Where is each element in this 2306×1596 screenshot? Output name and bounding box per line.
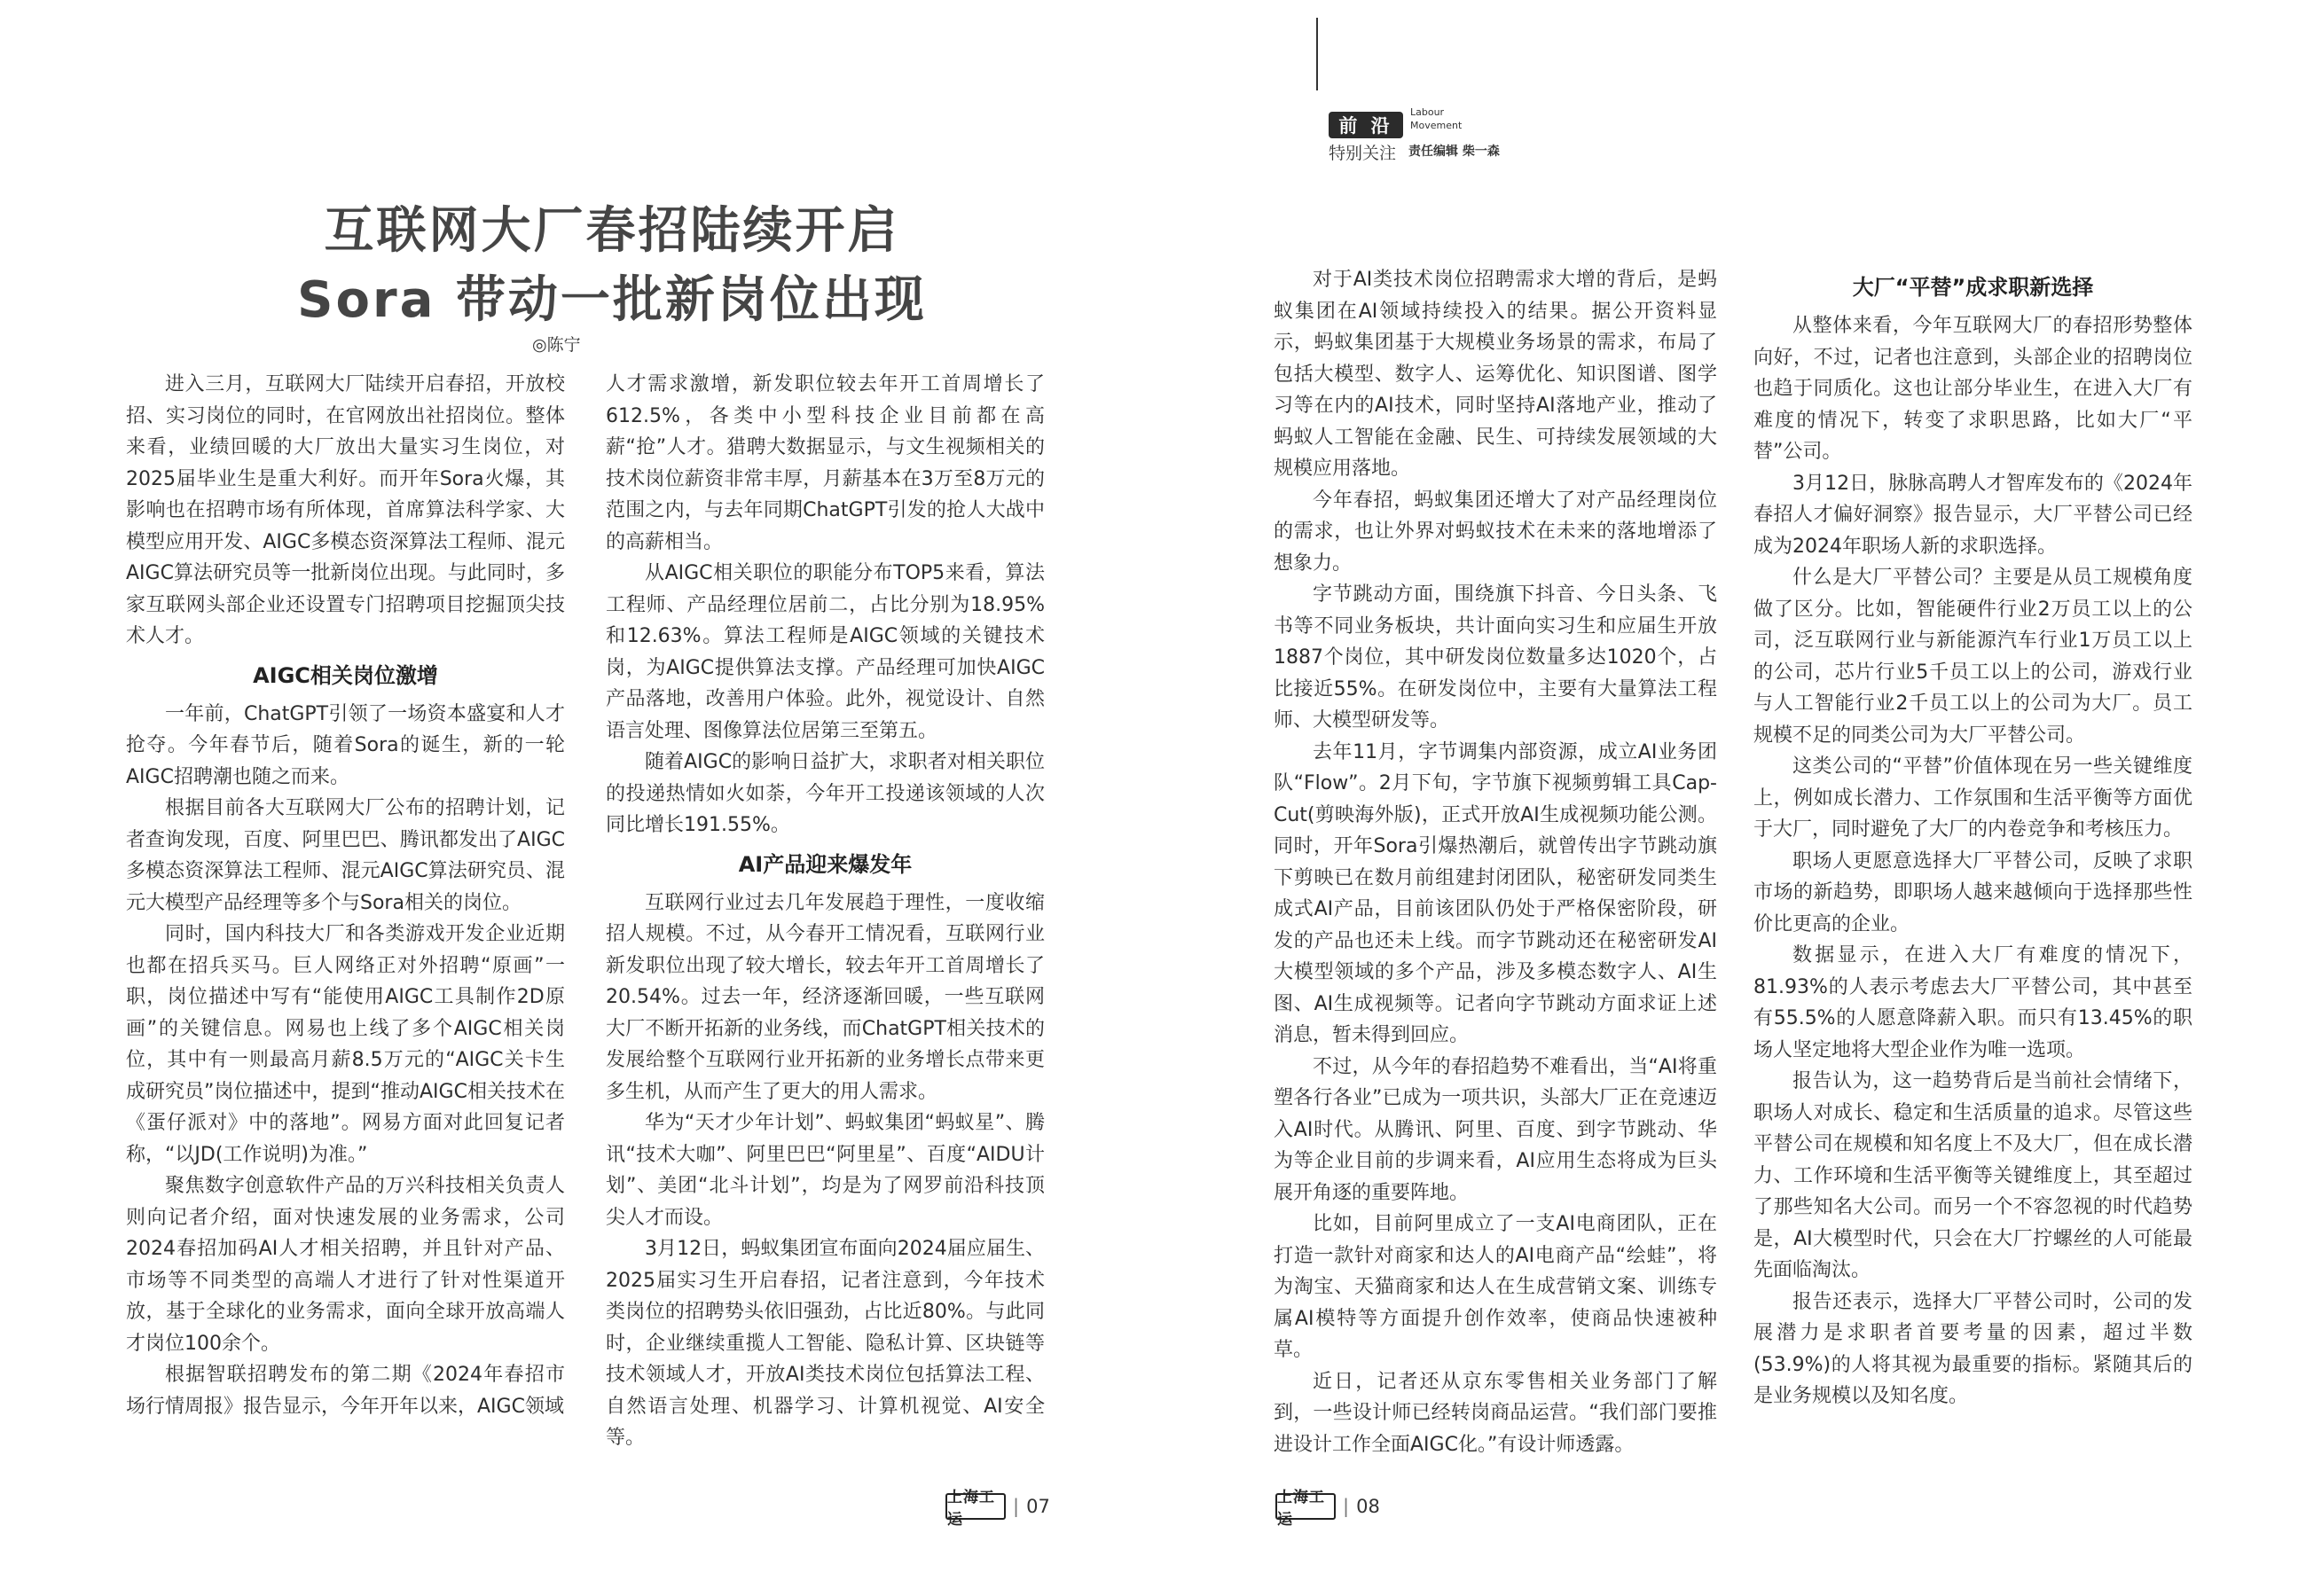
paragraph: 今年春招，蚂蚁集团还增大了对产品经理岗位的需求，也让外界对蚂蚁技术在未来的落地增添了想象力。 bbox=[1274, 489, 1717, 575]
paragraph: 一年前，ChatGPT引领了一场资本盛宴和人才抢夺。今年春节后，随着Sora的诞生，新的一轮AIGC招聘潮也随之而来。 bbox=[126, 702, 565, 788]
paragraph: 数据显示，在进入大厂有难度的情况下，81.93%的人表示考虑去大厂平替公司，其中甚至有55.5%的人愿意降薪入职。而只有13.45%的职场人坚定地将大型企业作为唯一选项。 bbox=[1753, 944, 2192, 1061]
section-english-1: Labour bbox=[1410, 106, 1445, 118]
paragraph: 同时，国内科技大厂和各类游戏开发企业近期也都在招兵买马。巨人网络正对外招聘“原画”一职，岗位描述中写有“能使用AIGC工具制作2D原画”的关键信息。网易也上线了多个AIGC相关岗位，其中有一则最高月薪8.5万元的“AIGC关卡生成研究员”岗位描述中，提到“推动AIGC相关技术在《蛋仔派对》中的落地”。网易方面对此回复记者称，“以JD(工作说明)为准。” bbox=[126, 923, 565, 1166]
paragraph: 职场人更愿意选择大厂平替公司，反映了求职市场的新趋势，即职场人越来越倾向于选择那些性价比更高的企业。 bbox=[1753, 849, 2192, 935]
paragraph: 聚焦数字创意软件产品的万兴科技相关负责人则向记者介绍，面对快速发展的业务需求，公司2024春招加码AI人才相关招聘，并且针对产品、市场等不同类型的高端人才进行了针对性渠道开放，基于全球化的业务需求，面向全球开放高端人才岗位100余个。 bbox=[126, 1175, 565, 1355]
article-title bbox=[257, 197, 967, 335]
article-column-4 bbox=[1753, 264, 2192, 1412]
section-heading: 大厂“平替”成求职新选择 bbox=[1852, 275, 2094, 300]
section-name: 特别关注 bbox=[1329, 144, 1397, 163]
page-footer bbox=[1275, 1489, 1380, 1529]
magazine-logo: 上海工运 bbox=[945, 1493, 1006, 1520]
paragraph: 根据智联招聘发布的第二期《2024年春招市场行情周报》报告显示，今年开年以来，AIGC领域 bbox=[126, 1364, 565, 1418]
paragraph: 不过，从今年的春招趋势不难看出，当“AI将重塑各行各业”已成为一项共识，头部大厂正在竞速迈入AI时代。从腾讯、阿里、百度、到字节跳动、华为等企业目前的步调来看，AI应用生态将成为巨头展开角逐的重要阵地。 bbox=[1274, 1055, 1717, 1204]
right-page bbox=[1153, 0, 2306, 1596]
paragraph: 什么是大厂平替公司？主要是从员工规模角度做了区分。比如，智能硬件行业2万员工以上的公司，泛互联网行业与新能源汽车行业1万员工以上的公司，芯片行业5千员工以上的公司，游戏行业与人工智能行业2千员工以上的公司为大厂。员工规模不足的同类公司为大厂平替公司。 bbox=[1753, 567, 2192, 747]
footer-separator: | bbox=[1343, 1496, 1350, 1517]
section-heading: AI产品迎来爆发年 bbox=[738, 851, 913, 877]
page-footer bbox=[945, 1489, 1050, 1529]
paragraph: 报告还表示，选择大厂平替公司时，公司的发展潜力是求职者首要考量的因素，超过半数(53.9%)的人将其视为最重要的指标。紧随其后的是业务规模以及知名度。 bbox=[1753, 1290, 2192, 1407]
paragraph: 随着AIGC的影响日益扩大，求职者对相关职位的投递热情如火如荼，今年开工投递该领域的人次同比增长191.55%。 bbox=[606, 751, 1045, 836]
header-rule bbox=[1316, 18, 1318, 90]
article-column-2 bbox=[606, 369, 1045, 1454]
paragraph: 从整体来看，今年互联网大厂的春招形势整体向好，不过，记者也注意到，头部企业的招聘岗位也趋于同质化。这也让部分毕业生，在进入大厂有难度的情况下，转变了求职思路，比如大厂“平替”公司。 bbox=[1753, 315, 2192, 463]
paragraph: 进入三月，互联网大厂陆续开启春招，开放校招、实习岗位的同时，在官网放出社招岗位。整体来看，业绩回暖的大厂放出大量实习生岗位，对2025届毕业生是重大利好。而开年Sora火爆，其影响也在招聘市场有所体现，首席算法科学家、大模型应用开发、AIGC多模态资深算法工程师、混元AIGC算法研究员等一批新岗位出现。与此同时，多家互联网头部企业还设置专门招聘项目挖掘顶尖技术人才。 bbox=[126, 373, 565, 647]
article-column-3 bbox=[1274, 264, 1717, 1460]
paragraph: 华为“天才少年计划”、蚂蚁集团“蚂蚁星”、腾讯“技术大咖”、阿里巴巴“阿里星”、百度“AIDU计划”、美团“北斗计划”，均是为了网罗前沿科技顶尖人才而设。 bbox=[606, 1112, 1045, 1229]
section-english-2: Movement bbox=[1410, 120, 1463, 131]
paragraph: 去年11月，字节调集内部资源，成立AI业务团队“Flow”。2月下旬，字节旗下视频剪辑工具Cap-Cut(剪映海外版)，正式开放AI生成视频功能公测。同时，开年Sora引爆热潮后，就曾传出字节跳动旗下剪映已在数月前组建封闭团队，秘密研发同类生成式AI产品，目前该团队仍处于严格保密阶段，研发的产品也还未上线。而字节跳动还在秘密研发AI大模型领域的多个产品，涉及多模态数字人、AI生图、AI生成视频等。记者向字节跳动方面求证上述消息，暂未得到回应。 bbox=[1274, 740, 1717, 1046]
magazine-logo: 上海工运 bbox=[1275, 1493, 1336, 1520]
paragraph: 这类公司的“平替”价值体现在另一些关键维度上，例如成长潜力、工作氛围和生活平衡等方面优于大厂，同时避免了大厂的内卷竞争和考核压力。 bbox=[1753, 755, 2192, 841]
paragraph: 对于AI类技术岗位招聘需求大增的背后，是蚂蚁集团在AI领域持续投入的结果。据公开资料显示，蚂蚁集团基于大规模业务场景的需求，布局了包括大模型、数字人、运筹优化、知识图谱、图学习等在内的AI技术，同时坚持AI落地产业，推动了蚂蚁人工智能在金融、民生、可持续发展领域的大规模应用落地。 bbox=[1274, 269, 1717, 480]
section-header bbox=[1242, 18, 1614, 163]
paragraph: 互联网行业过去几年发展趋于理性，一度收缩招人规模。不过，从今春开工情况看，互联网行业新发职位出现了较大增长，较去年开工首周增长了20.54%。过去一年，经济逐渐回暖，一些互联网大厂不断开拓新的业务线，而ChatGPT相关技术的发展给整个互联网行业开拓新的业务增长点带来更多生机，从而产生了更大的用人需求。 bbox=[606, 891, 1045, 1103]
footer-separator: | bbox=[1013, 1496, 1020, 1517]
paragraph: 3月12日，脉脉高聘人才智库发布的《2024年春招人才偏好洞察》报告显示，大厂平替公司已经成为2024年职场人新的求职选择。 bbox=[1753, 472, 2192, 558]
paragraph: 人才需求激增，新发职位较去年开工首周增长了612.5%，各类中小型科技企业目前都在高薪“抢”人才。猎聘大数据显示，与文生视频相关的技术岗位薪资非常丰厚，月薪基本在3万至8万元的范围之内，与去年同期ChatGPT引发的抢人大战中的高薪相当。 bbox=[606, 373, 1045, 553]
section-subtitle bbox=[1329, 140, 1396, 164]
article-column-1 bbox=[126, 369, 565, 1422]
title-line-1: 互联网大厂春招陆续开启 bbox=[324, 202, 900, 260]
author-byline: ◎陈宁 bbox=[532, 335, 581, 355]
title-line-2: Sora 带动一批新岗位出现 bbox=[297, 271, 927, 329]
paragraph: 近日，记者还从京东零售相关业务部门了解到，一些设计师已经转岗商品运营。“我们部门要推进设计工作全面AIGC化。”有设计师透露。 bbox=[1274, 1370, 1717, 1456]
section-heading: AIGC相关岗位激增 bbox=[253, 662, 438, 688]
paragraph: 3月12日，蚂蚁集团宣布面向2024届应届生、2025届实习生开启春招，记者注意到，今年技术类岗位的招聘势头依旧强劲，占比近80%。与此同时，企业继续重揽人工智能、隐私计算、区块链等技术领域人才，开放AI类技术岗位包括算法工程、自然语言处理、机器学习、计算机视觉、AI安全等。 bbox=[606, 1238, 1045, 1449]
paragraph: 报告认为，这一趋势背后是当前社会情绪下，职场人对成长、稳定和生活质量的追求。尽管这些平替公司在规模和知名度上不及大厂，但在成长潜力、工作环境和生活平衡等关键维度上，其至超过了那些知名大公司。而另一个不容忽视的时代趋势是，AI大模型时代，只会在大厂拧螺丝的人可能最先面临淘汰。 bbox=[1753, 1070, 2192, 1281]
paragraph: 根据目前各大互联网大厂公布的招聘计划，记者查询发现，百度、阿里巴巴、腾讯都发出了AIGC多模态资深算法工程师、混元AIGC算法研究员、混元大模型产品经理等多个与Sora相关的岗位。 bbox=[126, 797, 565, 914]
section-badge: 前 沿 bbox=[1329, 112, 1403, 138]
page-number: 08 bbox=[1356, 1496, 1380, 1517]
page-number: 07 bbox=[1026, 1496, 1050, 1517]
editor-credit: 责任编辑 柴一森 bbox=[1408, 145, 1500, 159]
paragraph: 比如，目前阿里成立了一支AI电商团队，正在打造一款针对商家和达人的AI电商产品“绘蛙”，将为淘宝、天猫商家和达人在生成营销文案、训练专属AI模特等方面提升创作效率，使商品快速被种草。 bbox=[1274, 1213, 1717, 1361]
paragraph: 从AIGC相关职位的职能分布TOP5来看，算法工程师、产品经理位居前二，占比分别为18.95%和12.63%。算法工程师是AIGC领域的关键技术岗，为AIGC提供算法支撑。产品经理可加快AIGC产品落地，改善用户体验。此外，视觉设计、自然语言处理、图像算法位居第三至第五。 bbox=[606, 562, 1045, 742]
paragraph: 字节跳动方面，围绕旗下抖音、今日头条、飞书等不同业务板块，共计面向实习生和应届生开放1887个岗位，其中研发岗位数量多达1020个，占比接近55%。在研发岗位中，主要有大量算法工程师、大模型研发等。 bbox=[1274, 583, 1717, 732]
